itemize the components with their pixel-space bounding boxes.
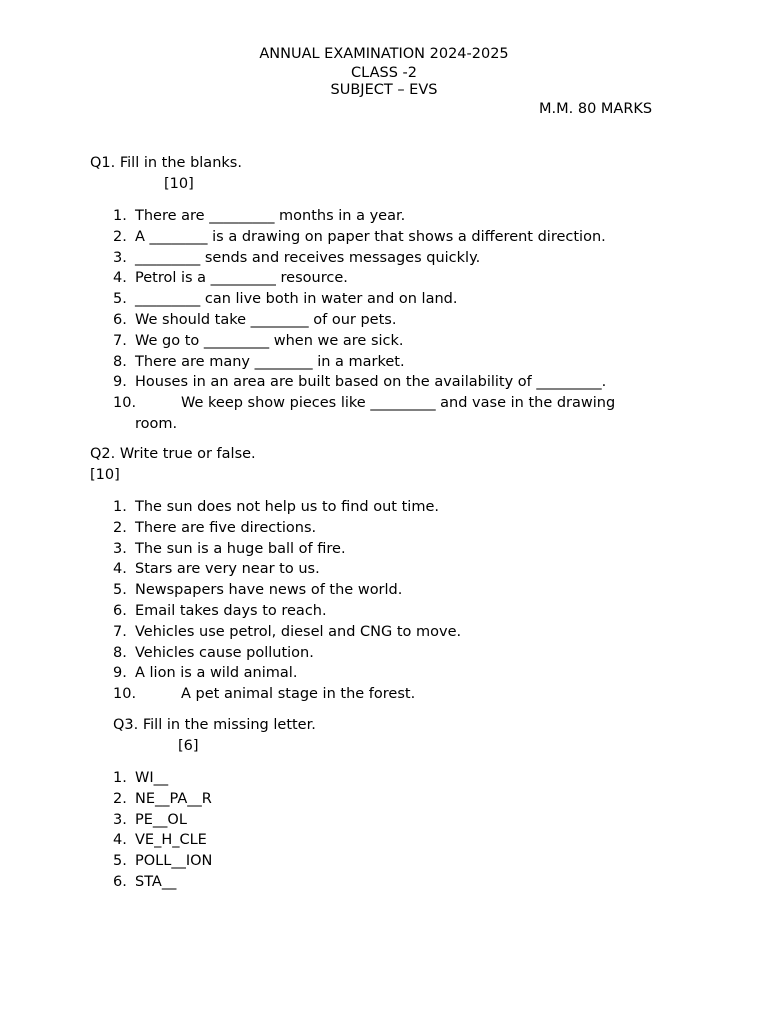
list-item [113, 601, 461, 622]
q1-heading: Q1. Fill in the blanks. [90, 155, 242, 171]
list-item [113, 206, 615, 227]
item-text: NE__PA__R [135, 790, 212, 807]
item-number: 4. [113, 561, 127, 578]
item-text: STA__ [135, 873, 177, 890]
q2-marks: [10] [90, 467, 120, 483]
item-text: _________ can live both in water and on land. [135, 291, 458, 308]
item-text: We keep show pieces like _________ and vase in the drawing [181, 395, 616, 412]
item-text: We go to _________ when we are sick. [135, 332, 404, 349]
item-text: PE__OL [135, 811, 187, 828]
list-item [113, 851, 212, 872]
item-number: 3. [113, 249, 127, 266]
item-number: 9. [113, 374, 127, 391]
q3-heading: Q3. Fill in the missing letter. [113, 717, 316, 733]
item-number: 10. [113, 395, 137, 412]
item-number: 8. [113, 353, 127, 370]
item-text: A lion is a wild animal. [135, 665, 298, 682]
item-text: Stars are very near to us. [135, 561, 320, 578]
list-item [113, 810, 212, 831]
item-text: There are _________ months in a year. [135, 208, 406, 224]
item-number: 7. [113, 332, 127, 349]
item-text: Vehicles use petrol, diesel and CNG to move. [135, 623, 462, 640]
list-item [113, 663, 461, 684]
item-number: 2. [113, 519, 127, 536]
list-item [113, 518, 461, 539]
q3-list [113, 768, 212, 893]
list-item [113, 789, 212, 810]
list-item [113, 268, 615, 289]
item-number: 1. [113, 499, 127, 515]
item-number: 5. [113, 853, 127, 870]
list-item [113, 372, 615, 393]
subject-label: SUBJECT – EVS [330, 82, 438, 98]
item-text: VE_H_CLE [135, 832, 207, 849]
exam-title: ANNUAL EXAMINATION 2024-2025 [259, 46, 509, 62]
list-item-continuation [113, 414, 615, 435]
item-number: 6. [113, 602, 127, 619]
item-text: The sun does not help us to find out time. [135, 499, 439, 515]
item-text: Houses in an area are built based on the availability of _________. [135, 374, 607, 391]
item-text: Petrol is a _________ resource. [135, 270, 348, 287]
list-item [113, 331, 615, 352]
item-text: There are five directions. [135, 519, 317, 536]
list-item [113, 497, 461, 518]
class-label: CLASS -2 [351, 65, 417, 81]
item-text: WI__ [135, 770, 169, 786]
item-number: 6. [113, 311, 127, 328]
q1-marks: [10] [164, 176, 194, 192]
item-number: 2. [113, 228, 127, 245]
item-text: The sun is a huge ball of fire. [135, 540, 346, 557]
list-item [113, 622, 461, 643]
item-number: 8. [113, 644, 127, 661]
list-item [113, 643, 461, 664]
item-number: 7. [113, 623, 127, 640]
list-item [113, 768, 212, 789]
q3-marks: [6] [178, 738, 199, 754]
item-text: _________ sends and receives messages quickly. [135, 249, 481, 266]
list-item [113, 248, 615, 269]
item-number: 1. [113, 208, 127, 224]
item-number: 10. [113, 686, 137, 703]
item-number: 3. [113, 540, 127, 557]
list-item [113, 580, 461, 601]
item-number: 2. [113, 790, 127, 807]
q1-list [113, 206, 615, 435]
list-item [113, 872, 212, 893]
list-item [113, 352, 615, 373]
item-number: 4. [113, 832, 127, 849]
item-text: room. [135, 415, 178, 432]
item-number: 6. [113, 873, 127, 890]
item-text: A ________ is a drawing on paper that shows a different direction. [135, 228, 606, 245]
list-item [113, 227, 615, 248]
list-item [113, 289, 615, 310]
item-text: POLL__ION [135, 853, 213, 870]
q2-list [113, 497, 461, 705]
item-text: Vehicles cause pollution. [135, 644, 314, 661]
item-text: A pet animal stage in the forest. [181, 686, 416, 703]
item-number: 3. [113, 811, 127, 828]
item-number: 5. [113, 291, 127, 308]
list-item [113, 684, 461, 705]
q2-heading: Q2. Write true or false. [90, 446, 256, 462]
item-text: There are many ________ in a market. [135, 353, 405, 370]
item-text: Newspapers have news of the world. [135, 582, 403, 599]
item-number: 1. [113, 770, 127, 786]
max-marks: M.M. 80 MARKS [539, 101, 653, 117]
list-item [113, 559, 461, 580]
item-text: Email takes days to reach. [135, 602, 327, 619]
list-item [113, 393, 615, 414]
item-number: 5. [113, 582, 127, 599]
item-number: 9. [113, 665, 127, 682]
list-item [113, 830, 212, 851]
list-item [113, 310, 615, 331]
item-text: We should take ________ of our pets. [135, 311, 397, 328]
item-number: 4. [113, 270, 127, 287]
list-item [113, 539, 461, 560]
